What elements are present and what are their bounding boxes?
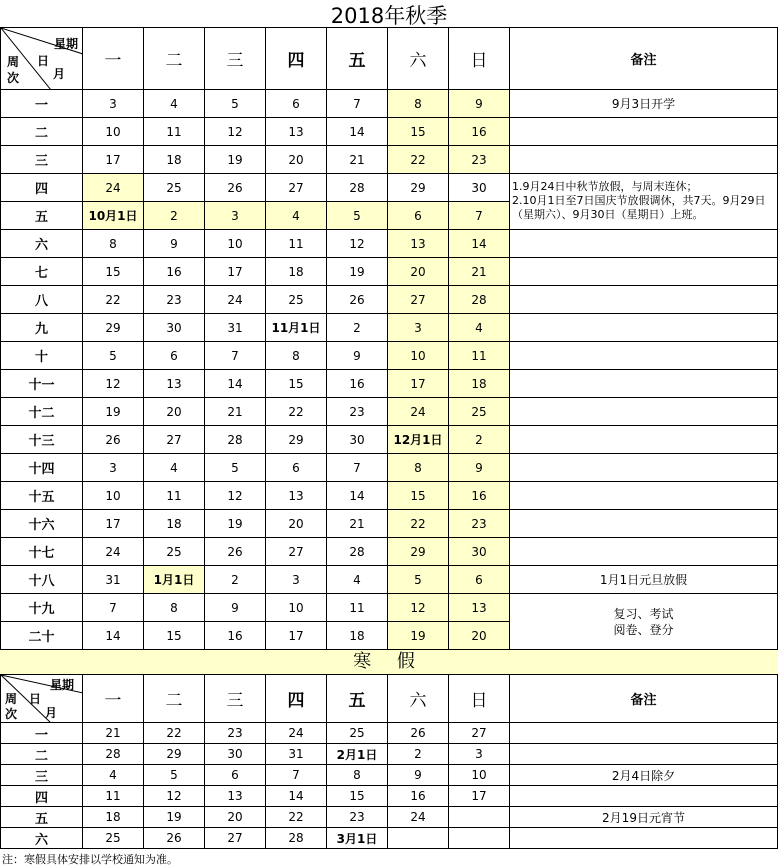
date-cell: 2 bbox=[205, 566, 266, 594]
date-cell: 9 bbox=[388, 765, 449, 786]
date-cell: 8 bbox=[266, 342, 327, 370]
winter-corner-label-day: 日 bbox=[29, 692, 42, 706]
date-cell: 22 bbox=[83, 286, 144, 314]
autumn-week-row bbox=[1, 314, 778, 342]
date-cell: 17 bbox=[83, 146, 144, 174]
remark-line: 1.9月24日中秋节放假，与周末连休； bbox=[512, 180, 698, 193]
week-number-cell: 二十 bbox=[1, 622, 83, 650]
date-cell: 9 bbox=[327, 342, 388, 370]
date-cell: 9 bbox=[449, 90, 510, 118]
date-cell: 25 bbox=[327, 723, 388, 744]
remark-cell bbox=[510, 118, 778, 146]
date-cell: 27 bbox=[388, 286, 449, 314]
date-cell: 21 bbox=[327, 146, 388, 174]
date-cell: 29 bbox=[388, 538, 449, 566]
remark-cell: 1月1日元旦放假 bbox=[510, 566, 778, 594]
date-cell: 7 bbox=[83, 594, 144, 622]
remark-cell bbox=[510, 482, 778, 510]
date-cell: 20 bbox=[266, 146, 327, 174]
date-cell: 15 bbox=[144, 622, 205, 650]
date-cell: 19 bbox=[205, 146, 266, 174]
remark-line: 复习、考试 bbox=[613, 606, 674, 621]
date-cell: 12月1日 bbox=[388, 426, 449, 454]
remark-cell bbox=[510, 314, 778, 342]
date-cell: 8 bbox=[388, 90, 449, 118]
date-cell: 17 bbox=[266, 622, 327, 650]
date-cell: 2 bbox=[144, 202, 205, 230]
winter-header-day-sun: 日 bbox=[449, 675, 510, 723]
date-cell: 7 bbox=[327, 454, 388, 482]
header-day-tue: 二 bbox=[144, 28, 205, 90]
date-cell: 5 bbox=[327, 202, 388, 230]
date-cell: 30 bbox=[449, 174, 510, 202]
date-cell: 19 bbox=[388, 622, 449, 650]
date-cell: 10 bbox=[83, 118, 144, 146]
remark-cell bbox=[510, 286, 778, 314]
date-cell: 5 bbox=[205, 454, 266, 482]
week-number-cell: 四 bbox=[1, 174, 83, 202]
date-cell: 18 bbox=[327, 622, 388, 650]
date-cell: 31 bbox=[205, 314, 266, 342]
date-cell: 8 bbox=[327, 765, 388, 786]
autumn-week-row bbox=[1, 398, 778, 426]
date-cell: 24 bbox=[266, 723, 327, 744]
date-cell: 21 bbox=[327, 510, 388, 538]
date-cell: 19 bbox=[205, 510, 266, 538]
date-cell: 16 bbox=[327, 370, 388, 398]
week-number-cell: 九 bbox=[1, 314, 83, 342]
week-number-cell: 十 bbox=[1, 342, 83, 370]
winter-break-banner: 寒 假 bbox=[0, 649, 778, 675]
date-cell: 14 bbox=[327, 482, 388, 510]
week-number-cell: 五 bbox=[1, 202, 83, 230]
date-cell: 28 bbox=[449, 286, 510, 314]
date-cell: 11 bbox=[449, 342, 510, 370]
date-cell: 29 bbox=[144, 744, 205, 765]
date-cell: 10 bbox=[266, 594, 327, 622]
date-cell: 24 bbox=[83, 538, 144, 566]
remark-line: 2.10月1日至7日国庆节放假调休，共7天。9月29日（星期六）、9月30日（星期日）上班。 bbox=[512, 194, 766, 221]
date-cell: 30 bbox=[449, 538, 510, 566]
week-number-cell: 一 bbox=[1, 723, 83, 744]
winter-header-day-sat: 六 bbox=[388, 675, 449, 723]
winter-corner-label-month: 月 bbox=[45, 706, 58, 720]
date-cell: 16 bbox=[388, 786, 449, 807]
date-cell: 10 bbox=[449, 765, 510, 786]
date-cell: 28 bbox=[205, 426, 266, 454]
winter-header-day-thu: 四 bbox=[266, 675, 327, 723]
header-corner-cell bbox=[1, 28, 83, 90]
date-cell: 11 bbox=[144, 482, 205, 510]
remark-cell: 2月19日元宵节 bbox=[510, 807, 778, 828]
date-cell: 13 bbox=[266, 482, 327, 510]
date-cell: 26 bbox=[327, 286, 388, 314]
date-cell: 21 bbox=[205, 398, 266, 426]
date-cell: 27 bbox=[205, 828, 266, 849]
date-cell: 15 bbox=[266, 370, 327, 398]
footer-note: 注：寒假具体安排以学校通知为准。 bbox=[2, 853, 178, 866]
date-cell: 22 bbox=[388, 510, 449, 538]
date-cell: 20 bbox=[266, 510, 327, 538]
date-cell: 28 bbox=[327, 174, 388, 202]
date-cell: 13 bbox=[266, 118, 327, 146]
winter-week-row bbox=[1, 765, 778, 786]
remark-cell bbox=[510, 828, 778, 849]
date-cell: 30 bbox=[205, 744, 266, 765]
date-cell: 22 bbox=[388, 146, 449, 174]
remark-cell bbox=[510, 146, 778, 174]
date-cell: 25 bbox=[83, 828, 144, 849]
week-number-cell: 十一 bbox=[1, 370, 83, 398]
date-cell: 16 bbox=[144, 258, 205, 286]
remark-cell bbox=[510, 426, 778, 454]
date-cell: 4 bbox=[144, 454, 205, 482]
autumn-week-row bbox=[1, 174, 778, 202]
date-cell: 20 bbox=[205, 807, 266, 828]
date-cell: 31 bbox=[266, 744, 327, 765]
date-cell: 10月1日 bbox=[83, 202, 144, 230]
autumn-week-row bbox=[1, 118, 778, 146]
date-cell: 4 bbox=[327, 566, 388, 594]
date-cell: 22 bbox=[266, 398, 327, 426]
week-number-cell: 八 bbox=[1, 286, 83, 314]
week-number-cell: 六 bbox=[1, 828, 83, 849]
date-cell: 19 bbox=[83, 398, 144, 426]
date-cell: 11月1日 bbox=[266, 314, 327, 342]
date-cell: 5 bbox=[388, 566, 449, 594]
autumn-week-row bbox=[1, 510, 778, 538]
week-number-cell: 四 bbox=[1, 786, 83, 807]
date-cell: 13 bbox=[205, 786, 266, 807]
week-number-cell: 一 bbox=[1, 90, 83, 118]
week-number-cell: 十八 bbox=[1, 566, 83, 594]
date-cell: 13 bbox=[144, 370, 205, 398]
autumn-week-row bbox=[1, 594, 778, 622]
date-cell: 26 bbox=[83, 426, 144, 454]
week-number-cell: 三 bbox=[1, 146, 83, 174]
date-cell: 7 bbox=[449, 202, 510, 230]
date-cell: 5 bbox=[205, 90, 266, 118]
date-cell: 27 bbox=[144, 426, 205, 454]
autumn-week-row bbox=[1, 90, 778, 118]
header-day-mon: 一 bbox=[83, 28, 144, 90]
autumn-week-row bbox=[1, 146, 778, 174]
date-cell: 29 bbox=[388, 174, 449, 202]
corner-label-weekday: 星期 bbox=[53, 37, 78, 51]
autumn-week-row bbox=[1, 482, 778, 510]
winter-corner-label-week: 周 bbox=[5, 692, 18, 706]
date-cell: 8 bbox=[388, 454, 449, 482]
date-cell: 17 bbox=[83, 510, 144, 538]
date-cell: 6 bbox=[388, 202, 449, 230]
date-cell: 6 bbox=[266, 454, 327, 482]
date-cell: 19 bbox=[327, 258, 388, 286]
date-cell: 12 bbox=[83, 370, 144, 398]
autumn-header-row bbox=[1, 28, 778, 90]
date-cell: 14 bbox=[266, 786, 327, 807]
remark-cell bbox=[510, 398, 778, 426]
date-cell: 7 bbox=[327, 90, 388, 118]
date-cell: 26 bbox=[205, 538, 266, 566]
date-cell: 12 bbox=[144, 786, 205, 807]
week-number-cell: 十九 bbox=[1, 594, 83, 622]
week-number-cell: 五 bbox=[1, 807, 83, 828]
date-cell: 30 bbox=[327, 426, 388, 454]
date-cell: 10 bbox=[83, 482, 144, 510]
corner-label-ordinal: 次 bbox=[7, 71, 20, 85]
date-cell bbox=[388, 828, 449, 849]
date-cell: 9 bbox=[449, 454, 510, 482]
date-cell: 24 bbox=[388, 807, 449, 828]
week-number-cell: 十四 bbox=[1, 454, 83, 482]
date-cell: 23 bbox=[327, 398, 388, 426]
date-cell: 12 bbox=[388, 594, 449, 622]
date-cell: 12 bbox=[205, 482, 266, 510]
date-cell: 5 bbox=[83, 342, 144, 370]
date-cell: 27 bbox=[266, 174, 327, 202]
autumn-week-row bbox=[1, 258, 778, 286]
remark-cell bbox=[510, 786, 778, 807]
date-cell: 24 bbox=[205, 286, 266, 314]
date-cell: 8 bbox=[83, 230, 144, 258]
remark-line: 阅卷、登分 bbox=[613, 622, 674, 637]
date-cell: 11 bbox=[327, 594, 388, 622]
winter-header-row bbox=[1, 675, 778, 723]
date-cell: 26 bbox=[144, 828, 205, 849]
autumn-week-row bbox=[1, 454, 778, 482]
date-cell: 29 bbox=[83, 314, 144, 342]
date-cell: 2 bbox=[388, 744, 449, 765]
date-cell: 16 bbox=[449, 118, 510, 146]
date-cell: 7 bbox=[205, 342, 266, 370]
week-number-cell: 七 bbox=[1, 258, 83, 286]
date-cell: 9 bbox=[205, 594, 266, 622]
date-cell: 20 bbox=[449, 622, 510, 650]
date-cell: 10 bbox=[205, 230, 266, 258]
date-cell: 11 bbox=[83, 786, 144, 807]
date-cell: 21 bbox=[83, 723, 144, 744]
date-cell: 3 bbox=[388, 314, 449, 342]
week-number-cell: 六 bbox=[1, 230, 83, 258]
autumn-week-row bbox=[1, 342, 778, 370]
date-cell: 25 bbox=[144, 538, 205, 566]
header-day-fri: 五 bbox=[327, 28, 388, 90]
date-cell: 15 bbox=[83, 258, 144, 286]
date-cell: 14 bbox=[83, 622, 144, 650]
date-cell: 22 bbox=[266, 807, 327, 828]
week-number-cell: 十三 bbox=[1, 426, 83, 454]
date-cell: 28 bbox=[266, 828, 327, 849]
autumn-week-row bbox=[1, 370, 778, 398]
date-cell: 18 bbox=[83, 807, 144, 828]
date-cell: 15 bbox=[388, 118, 449, 146]
date-cell: 5 bbox=[144, 765, 205, 786]
winter-header-day-mon: 一 bbox=[83, 675, 144, 723]
page-title: 2018年秋季 bbox=[330, 4, 448, 28]
date-cell: 26 bbox=[205, 174, 266, 202]
week-number-cell: 二 bbox=[1, 744, 83, 765]
week-number-cell: 十六 bbox=[1, 510, 83, 538]
winter-week-row bbox=[1, 723, 778, 744]
week-number-cell: 十二 bbox=[1, 398, 83, 426]
date-cell: 4 bbox=[83, 765, 144, 786]
date-cell: 23 bbox=[449, 510, 510, 538]
date-cell: 18 bbox=[266, 258, 327, 286]
date-cell: 20 bbox=[388, 258, 449, 286]
week-number-cell: 二 bbox=[1, 118, 83, 146]
date-cell: 3 bbox=[449, 744, 510, 765]
date-cell: 24 bbox=[83, 174, 144, 202]
date-cell: 15 bbox=[327, 786, 388, 807]
date-cell: 23 bbox=[327, 807, 388, 828]
date-cell: 22 bbox=[144, 723, 205, 744]
remark-cell bbox=[510, 744, 778, 765]
date-cell: 28 bbox=[327, 538, 388, 566]
date-cell: 17 bbox=[205, 258, 266, 286]
remark-cell: 2月4日除夕 bbox=[510, 765, 778, 786]
remark-cell bbox=[510, 342, 778, 370]
remark-cell bbox=[510, 510, 778, 538]
winter-corner-label-ordinal: 次 bbox=[5, 707, 18, 721]
date-cell: 12 bbox=[205, 118, 266, 146]
date-cell: 6 bbox=[144, 342, 205, 370]
date-cell: 26 bbox=[388, 723, 449, 744]
autumn-week-row bbox=[1, 566, 778, 594]
date-cell: 2 bbox=[327, 314, 388, 342]
date-cell: 3 bbox=[266, 566, 327, 594]
date-cell: 6 bbox=[205, 765, 266, 786]
date-cell: 24 bbox=[388, 398, 449, 426]
date-cell: 6 bbox=[266, 90, 327, 118]
date-cell: 12 bbox=[327, 230, 388, 258]
winter-week-row bbox=[1, 807, 778, 828]
date-cell: 3 bbox=[83, 90, 144, 118]
date-cell: 4 bbox=[266, 202, 327, 230]
date-cell: 21 bbox=[449, 258, 510, 286]
date-cell: 14 bbox=[449, 230, 510, 258]
holiday-remark-cell bbox=[510, 174, 778, 230]
date-cell: 16 bbox=[205, 622, 266, 650]
date-cell: 29 bbox=[266, 426, 327, 454]
date-cell: 13 bbox=[449, 594, 510, 622]
date-cell: 2 bbox=[449, 426, 510, 454]
winter-header-day-fri: 五 bbox=[327, 675, 388, 723]
date-cell: 14 bbox=[327, 118, 388, 146]
date-cell: 18 bbox=[449, 370, 510, 398]
date-cell: 7 bbox=[266, 765, 327, 786]
date-cell: 1月1日 bbox=[144, 566, 205, 594]
date-cell: 14 bbox=[205, 370, 266, 398]
date-cell: 31 bbox=[83, 566, 144, 594]
date-cell bbox=[449, 828, 510, 849]
date-cell: 9 bbox=[144, 230, 205, 258]
date-cell: 11 bbox=[266, 230, 327, 258]
date-cell: 17 bbox=[388, 370, 449, 398]
date-cell: 25 bbox=[144, 174, 205, 202]
date-cell: 16 bbox=[449, 482, 510, 510]
date-cell: 19 bbox=[144, 807, 205, 828]
winter-header-day-wed: 三 bbox=[205, 675, 266, 723]
date-cell: 23 bbox=[144, 286, 205, 314]
remark-cell: 9月3日开学 bbox=[510, 90, 778, 118]
header-day-thu: 四 bbox=[266, 28, 327, 90]
date-cell: 3月1日 bbox=[327, 828, 388, 849]
date-cell: 23 bbox=[205, 723, 266, 744]
date-cell: 4 bbox=[449, 314, 510, 342]
header-day-wed: 三 bbox=[205, 28, 266, 90]
date-cell: 18 bbox=[144, 510, 205, 538]
winter-calendar-table bbox=[0, 674, 778, 849]
remark-cell bbox=[510, 723, 778, 744]
date-cell: 27 bbox=[449, 723, 510, 744]
date-cell: 13 bbox=[388, 230, 449, 258]
date-cell: 15 bbox=[388, 482, 449, 510]
date-cell: 25 bbox=[266, 286, 327, 314]
autumn-week-row bbox=[1, 538, 778, 566]
date-cell: 3 bbox=[205, 202, 266, 230]
corner-label-day: 日 bbox=[37, 54, 50, 68]
date-cell: 27 bbox=[266, 538, 327, 566]
winter-week-row bbox=[1, 744, 778, 765]
week-number-cell: 十七 bbox=[1, 538, 83, 566]
winter-week-row bbox=[1, 786, 778, 807]
date-cell: 23 bbox=[449, 146, 510, 174]
header-remark: 备注 bbox=[510, 28, 778, 90]
autumn-calendar-table bbox=[0, 27, 778, 650]
remark-cell bbox=[510, 454, 778, 482]
date-cell: 3 bbox=[83, 454, 144, 482]
date-cell: 18 bbox=[144, 146, 205, 174]
date-cell: 10 bbox=[388, 342, 449, 370]
date-cell bbox=[449, 807, 510, 828]
date-cell: 17 bbox=[449, 786, 510, 807]
remark-cell bbox=[510, 538, 778, 566]
winter-week-row bbox=[1, 828, 778, 849]
autumn-week-row bbox=[1, 286, 778, 314]
header-day-sat: 六 bbox=[388, 28, 449, 90]
week-number-cell: 十五 bbox=[1, 482, 83, 510]
date-cell: 20 bbox=[144, 398, 205, 426]
autumn-week-row bbox=[1, 426, 778, 454]
date-cell: 2月1日 bbox=[327, 744, 388, 765]
winter-corner-label-weekday: 星期 bbox=[49, 678, 74, 692]
remark-cell bbox=[510, 258, 778, 286]
date-cell: 11 bbox=[144, 118, 205, 146]
remark-cell bbox=[510, 370, 778, 398]
date-cell: 6 bbox=[449, 566, 510, 594]
week-number-cell: 三 bbox=[1, 765, 83, 786]
date-cell: 28 bbox=[83, 744, 144, 765]
date-cell: 25 bbox=[449, 398, 510, 426]
winter-header-corner-cell bbox=[1, 675, 83, 723]
date-cell: 30 bbox=[144, 314, 205, 342]
header-day-sun: 日 bbox=[449, 28, 510, 90]
winter-header-remark: 备注 bbox=[510, 675, 778, 723]
corner-label-month: 月 bbox=[53, 67, 66, 81]
exam-remark-cell bbox=[510, 594, 778, 650]
date-cell: 8 bbox=[144, 594, 205, 622]
winter-header-day-tue: 二 bbox=[144, 675, 205, 723]
autumn-week-row bbox=[1, 230, 778, 258]
remark-cell bbox=[510, 230, 778, 258]
corner-label-week: 周 bbox=[7, 55, 20, 69]
date-cell: 4 bbox=[144, 90, 205, 118]
